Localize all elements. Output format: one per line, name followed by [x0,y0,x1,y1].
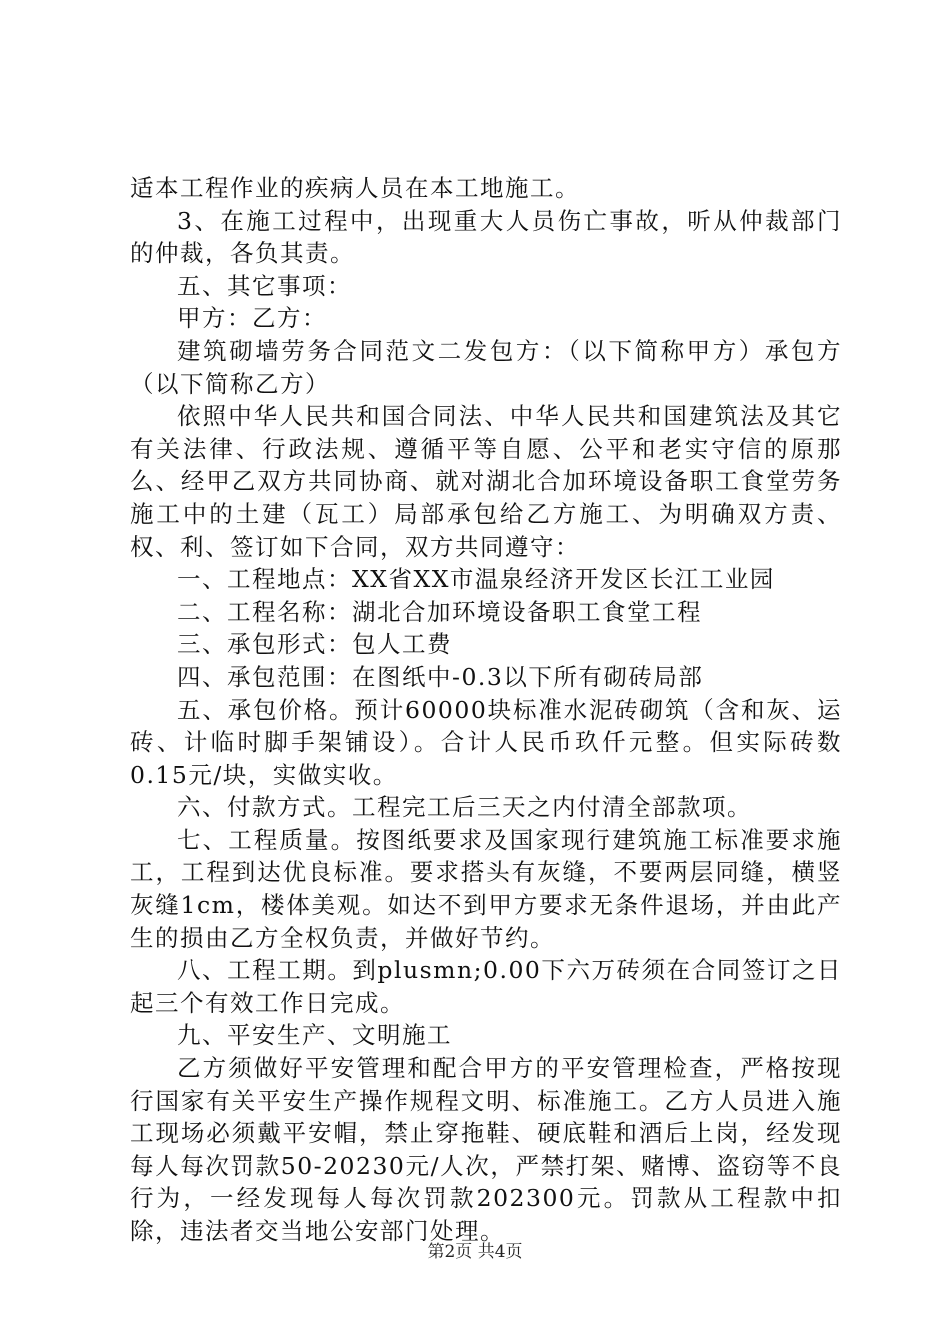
paragraph-project-name: 二、工程名称：湖北合加环境设备职工食堂工程 [177,597,702,626]
paragraph-clause-3: 3、在施工过程中，出现重大人员伤亡事故，听从仲裁部门的仲裁，各负其责。 [130,206,842,268]
paragraph-project-location: 一、工程地点：XX省XX市温泉经济开发区长江工业园 [177,565,775,594]
paragraph-preamble: 依照中华人民共和国合同法、中华人民共和国建筑法及其它有关法律、行政法规、遵循平等自愿、公平和老实守信的原那么、经甲乙双方共同协商、就对湖北合加环境设备职工食堂劳务施工中的土建（瓦工）局部承包给乙方施工、为明确双方责、权、利、签订如下合同，双方共同遵守： [130,402,842,561]
paragraph-parties: 甲方：乙方： [177,304,327,333]
paragraph-safety-heading: 九、平安生产、文明施工 [177,1021,452,1050]
document-body [130,172,842,1248]
paragraph-quality: 七、工程质量。按图纸要求及国家现行建筑施工标准要求施工，工程到达优良标准。要求搭头有灰缝，不要两层同缝，横竖灰缝1cm，楼体美观。如达不到甲方要求无条件退场，并由此产生的损由乙方全权负责，并做好节约。 [130,825,842,952]
paragraph-schedule: 八、工程工期。到plusmn;0.00下六万砖须在合同签订之日起三个有效工作日完成。 [130,956,842,1017]
paragraph-payment-method: 六、付款方式。工程完工后三天之内付清全部款项。 [177,793,752,822]
paragraph-contract-price: 五、承包价格。预计60000块标准水泥砖砌筑（含和灰、运砖、计临时脚手架铺设）。合计人民币玖仟元整。但实际砖数0.15元/块，实做实收。 [130,695,842,789]
paragraph-section-5-other: 五、其它事项： [177,271,352,300]
paragraph-contract-scope: 四、承包范围：在图纸中-0.3以下所有砌砖局部 [177,662,704,691]
paragraph-contract-2-title: 建筑砌墙劳务合同范文二发包方：（以下简称甲方）承包方（以下简称乙方） [130,336,842,398]
paragraph-contract-form: 三、承包形式：包人工费 [177,630,452,659]
paragraph-safety-rules: 乙方须做好平安管理和配合甲方的平安管理检查，严格按现行国家有关平安生产操作规程文明、标准施工。乙方人员进入施工现场必须戴平安帽，禁止穿拖鞋、硬底鞋和酒后上岗，经发现每人每次罚款50-20230元/人次，严禁打架、赌博、盗窃等不良行为，一经发现每人每次罚款202300元。罚款从工程款中扣除，违法者交当地公安部门处理。 [130,1054,842,1245]
paragraph-continuation: 适本工程作业的疾病人员在本工地施工。 [130,174,580,202]
page-number-footer: 第2页 共4页 [427,1242,523,1262]
